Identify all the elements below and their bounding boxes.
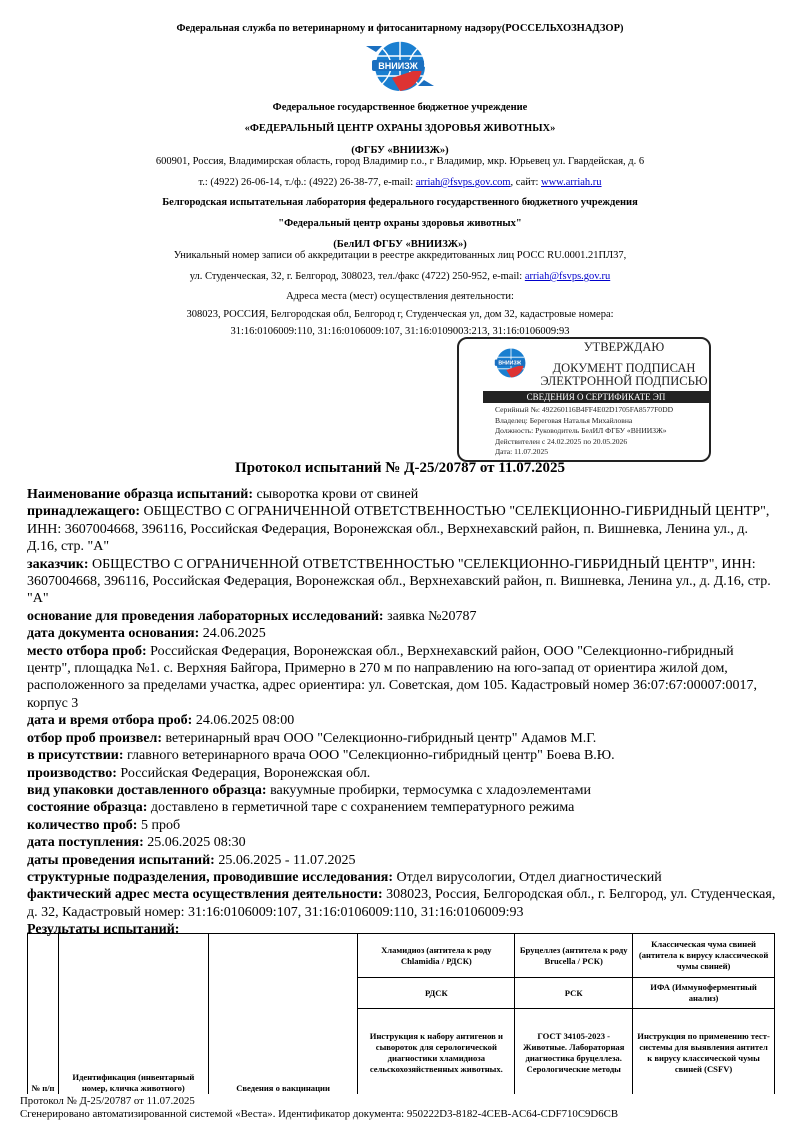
field-row <box>27 886 777 921</box>
footer-generated: Сгенерировано автоматизированной системой «Веста». Идентификатор документа: 950222D3-8182-4CEB-AC64-CDF710C9D6CB <box>20 1108 619 1120</box>
field-value: 24.06.2025 <box>202 626 266 642</box>
field-label: в присутствии: <box>27 748 124 764</box>
field-row <box>27 556 777 608</box>
cert-date: Дата: 11.07.2025 <box>495 447 549 456</box>
method-brucellosis: РСК <box>515 978 633 1009</box>
doc-brucellosis: ГОСТ 34105-2023 - Животные. Лабораторная диагностика бруцеллеза. Серологические методы <box>515 1009 633 1097</box>
field-label: дата и время отбора проб: <box>27 713 193 729</box>
field-value: 308023, Россия, Белгородская обл., г. Белгород, ул. Студенческая, д. 32, Кадастровый номер: 31:16:0106009:107, 31:16:0106009:110, 31:16:0106009:93 <box>27 887 776 920</box>
lab-address <box>0 266 800 288</box>
signature-stamp <box>457 337 711 462</box>
institution-name: «ФЕДЕРАЛЬНЫЙ ЦЕНТР ОХРАНЫ ЗДОРОВЬЯ ЖИВОТНЫХ» <box>244 123 556 134</box>
stamp-cert-info <box>495 405 673 458</box>
field-label: место отбора проб: <box>27 643 147 659</box>
field-row <box>27 486 777 503</box>
col-vaccination-header: Сведения о вакцинации <box>208 934 358 1097</box>
cert-validity: Действителен с 24.02.2025 по 20.05.2026 <box>495 436 628 446</box>
stamp-approve: УТВЕРЖДАЮ <box>583 340 665 354</box>
activity-address: 308023, РОССИЯ, Белгородская обл, Белгород г, Студенческая ул, дом 32, кадастровые номера: <box>186 309 614 320</box>
cadastral-numbers: 31:16:0106009:110, 31:16:0106009:107, 31:16:0109003:213, 31:16:0106009:93 <box>230 326 570 337</box>
stamp-logo <box>489 345 533 381</box>
field-label: структурные подразделения, проводившие исследования: <box>27 869 394 885</box>
field-value: 25.06.2025 08:30 <box>147 835 246 851</box>
svg-text:ВНИИЗЖ: ВНИИЗЖ <box>378 61 418 71</box>
field-value: вакуумные пробирки, термосумка с хладоэлементами <box>270 782 591 798</box>
stamp-signed-line2: ЭЛЕКТРОННОЙ ПОДПИСЬЮ <box>540 374 708 388</box>
field-label: вид упаковки доставленного образца: <box>27 782 267 798</box>
institution-address: 600901, Россия, Владимирская область, город Владимир г.о., г Владимир, мкр. Юрьевец ул. Гвардейская, д. 6 <box>155 156 645 167</box>
field-label: дата документа основания: <box>27 626 200 642</box>
field-value: заявка №20787 <box>387 608 477 624</box>
vniizzh-logo <box>362 38 438 94</box>
lab-short: (БелИЛ ФГБУ «ВНИИЗЖ») <box>333 239 467 250</box>
lab-address-text: ул. Студенческая, 32, г. Белгород, 308023, тел./факс (4722) 250-952, e-mail: <box>189 271 525 282</box>
field-label: отбор проб произвел: <box>27 730 162 746</box>
field-row <box>27 782 777 799</box>
col-identification-header: Идентификация (инвентарный номер, кличка животного) <box>58 934 208 1097</box>
site-label: , сайт: <box>510 177 541 188</box>
cert-position: Должность: Руководитель БелИЛ ФГБУ «ВНИИЗЖ» <box>495 426 667 435</box>
cert-serial: Серийный №: 492260116B4FF4E02D1705FA8577F0DD <box>495 405 674 414</box>
doc-csf: Инструкция по применению тест-системы для выявления антител к вирусу классической чумы свиней (CSFV) <box>633 1009 775 1097</box>
method-chlamydia: РДСК <box>358 978 515 1009</box>
stamp-logo-text: ВНИИЗЖ <box>498 360 522 367</box>
field-value: 24.06.2025 08:00 <box>195 713 295 729</box>
field-label: количество проб: <box>27 817 138 833</box>
test-name-chlamydia: Хламидиоз (антитела к роду Chlamidia / РДСК) <box>358 934 515 978</box>
field-value: Российская Федерация, Воронежская обл., Верхнехавский район, ООО "Селекционно-гибридный центр", площадка №1. с. Верхняя Байгора, Примерно в 270 м по направлению на юго-запад от ориентира жилой дом, расположенного за пределами участка, адрес ориентира: ул. Советская, дом 105. Кадастровый номер 36:07:67:00007:0017, корпус 3 <box>27 643 758 711</box>
test-name-csf: Классическая чума свиней (антитела к вирусу классической чумы свиней) <box>633 934 775 978</box>
field-row <box>27 852 777 869</box>
field-value: главного ветеринарного врача ООО "Селекционно-гибридный центр" Боева В.Ю. <box>127 748 615 764</box>
field-row <box>27 608 777 625</box>
test-name-brucellosis: Бруцеллез (антитела к роду Brucella / РСК) <box>515 934 633 978</box>
field-label: состояние образца: <box>27 800 148 816</box>
email-link[interactable]: arriah@fsvps.gov.com <box>415 177 511 188</box>
field-value: ОБЩЕСТВО С ОГРАНИЧЕННОЙ ОТВЕТСТВЕННОСТЬЮ "СЕЛЕКЦИОННО-ГИБРИДНЫЙ ЦЕНТР", ИНН: 3607004668, 396116, Российская Федерация, Воронежская обл., Верхнехавский район, п. Вишневка, Ленина ул., д. Д.16, стр. "А" <box>27 556 771 607</box>
agency-name: Федеральная служба по ветеринарному и фитосанитарному надзору(РОССЕЛЬХОЗНАДЗОР) <box>176 23 624 34</box>
field-label: Результаты испытаний: <box>27 922 180 938</box>
field-row <box>27 747 777 764</box>
doc-chlamydia: Инструкция к набору антигенов и сывороток для серологической диагностики хламидиоза сельскохозяйственных животных. <box>358 1009 515 1097</box>
field-value: ветеринарный врач ООО "Селекционно-гибридный центр" Адамов М.Г. <box>165 730 597 746</box>
field-row <box>27 834 777 851</box>
field-row <box>27 643 777 713</box>
lab-name-line2: "Федеральный центр охраны здоровья животных" <box>278 218 522 229</box>
field-value: Отдел вирусологии, Отдел диагностический <box>396 869 662 885</box>
field-value: 5 проб <box>140 817 181 833</box>
field-value: сыворотка крови от свиней <box>256 487 419 502</box>
accreditation: Уникальный номер записи об аккредитации в реестре аккредитованных лиц РОСС RU.0001.21ПЛ37, <box>173 250 627 261</box>
institution-contacts <box>0 172 800 194</box>
col-number-header: № п/п <box>28 934 59 1097</box>
cert-owner: Владелец: Береговая Наталья Михайловна <box>495 415 633 425</box>
results-table <box>27 933 775 1097</box>
institution-short: (ФГБУ «ВНИИЗЖ») <box>351 145 449 156</box>
field-label: Наименование образца испытаний: <box>27 487 253 502</box>
protocol-title: Протокол испытаний № Д-25/20787 от 11.07.2025 <box>235 460 565 476</box>
stamp-signed-line1: ДОКУМЕНТ ПОДПИСАН <box>552 361 696 375</box>
sample-details <box>27 486 777 939</box>
field-row <box>27 730 777 747</box>
field-row <box>27 799 777 816</box>
field-value: доставлено в герметичной таре с сохранением температурного режима <box>150 800 575 816</box>
field-row <box>27 765 777 782</box>
field-value: 25.06.2025 - 11.07.2025 <box>218 852 356 868</box>
field-value: Российская Федерация, Воронежская обл. <box>120 765 371 781</box>
field-row <box>27 869 777 886</box>
activity-title: Адреса места (мест) осуществления деятельности: <box>286 291 514 302</box>
field-label: заказчик: <box>27 556 89 572</box>
field-label: даты проведения испытаний: <box>27 852 215 868</box>
stamp-cert-title: СВЕДЕНИЯ О СЕРТИФИКАТЕ ЭП <box>483 391 709 403</box>
field-row <box>27 712 777 729</box>
field-label: принадлежащего: <box>27 504 140 520</box>
field-row <box>27 503 777 555</box>
lab-name-line1: Белгородская испытательная лаборатория федерального государственного бюджетного учреждения <box>162 197 638 208</box>
field-row <box>27 625 777 642</box>
institution-type: Федеральное государственное бюджетное учреждение <box>272 102 528 113</box>
field-label: производство: <box>27 765 117 781</box>
site-link[interactable]: www.arriah.ru <box>541 177 602 188</box>
field-label: основание для проведения лабораторных исследований: <box>27 608 384 624</box>
field-row <box>27 817 777 834</box>
lab-email-link[interactable]: arriah@fsvps.gov.ru <box>524 271 611 282</box>
contacts-text: т.: (4922) 26-06-14, т./ф.: (4922) 26-38-77, e-mail: <box>198 177 416 188</box>
footer-protocol: Протокол № Д-25/20787 от 11.07.2025 <box>20 1095 195 1107</box>
field-value: ОБЩЕСТВО С ОГРАНИЧЕННОЙ ОТВЕТСТВЕННОСТЬЮ "СЕЛЕКЦИОННО-ГИБРИДНЫЙ ЦЕНТР", ИНН: 3607004668, 396116, Российская Федерация, Воронежская обл., Верхнехавский район, п. Вишневка, Ленина ул., д. Д.16, стр. "А" <box>27 504 770 555</box>
method-csf: ИФА (Иммуноферментный анализ) <box>633 978 775 1009</box>
field-label: фактический адрес места осуществления деятельности: <box>27 887 383 903</box>
field-label: дата поступления: <box>27 835 144 851</box>
